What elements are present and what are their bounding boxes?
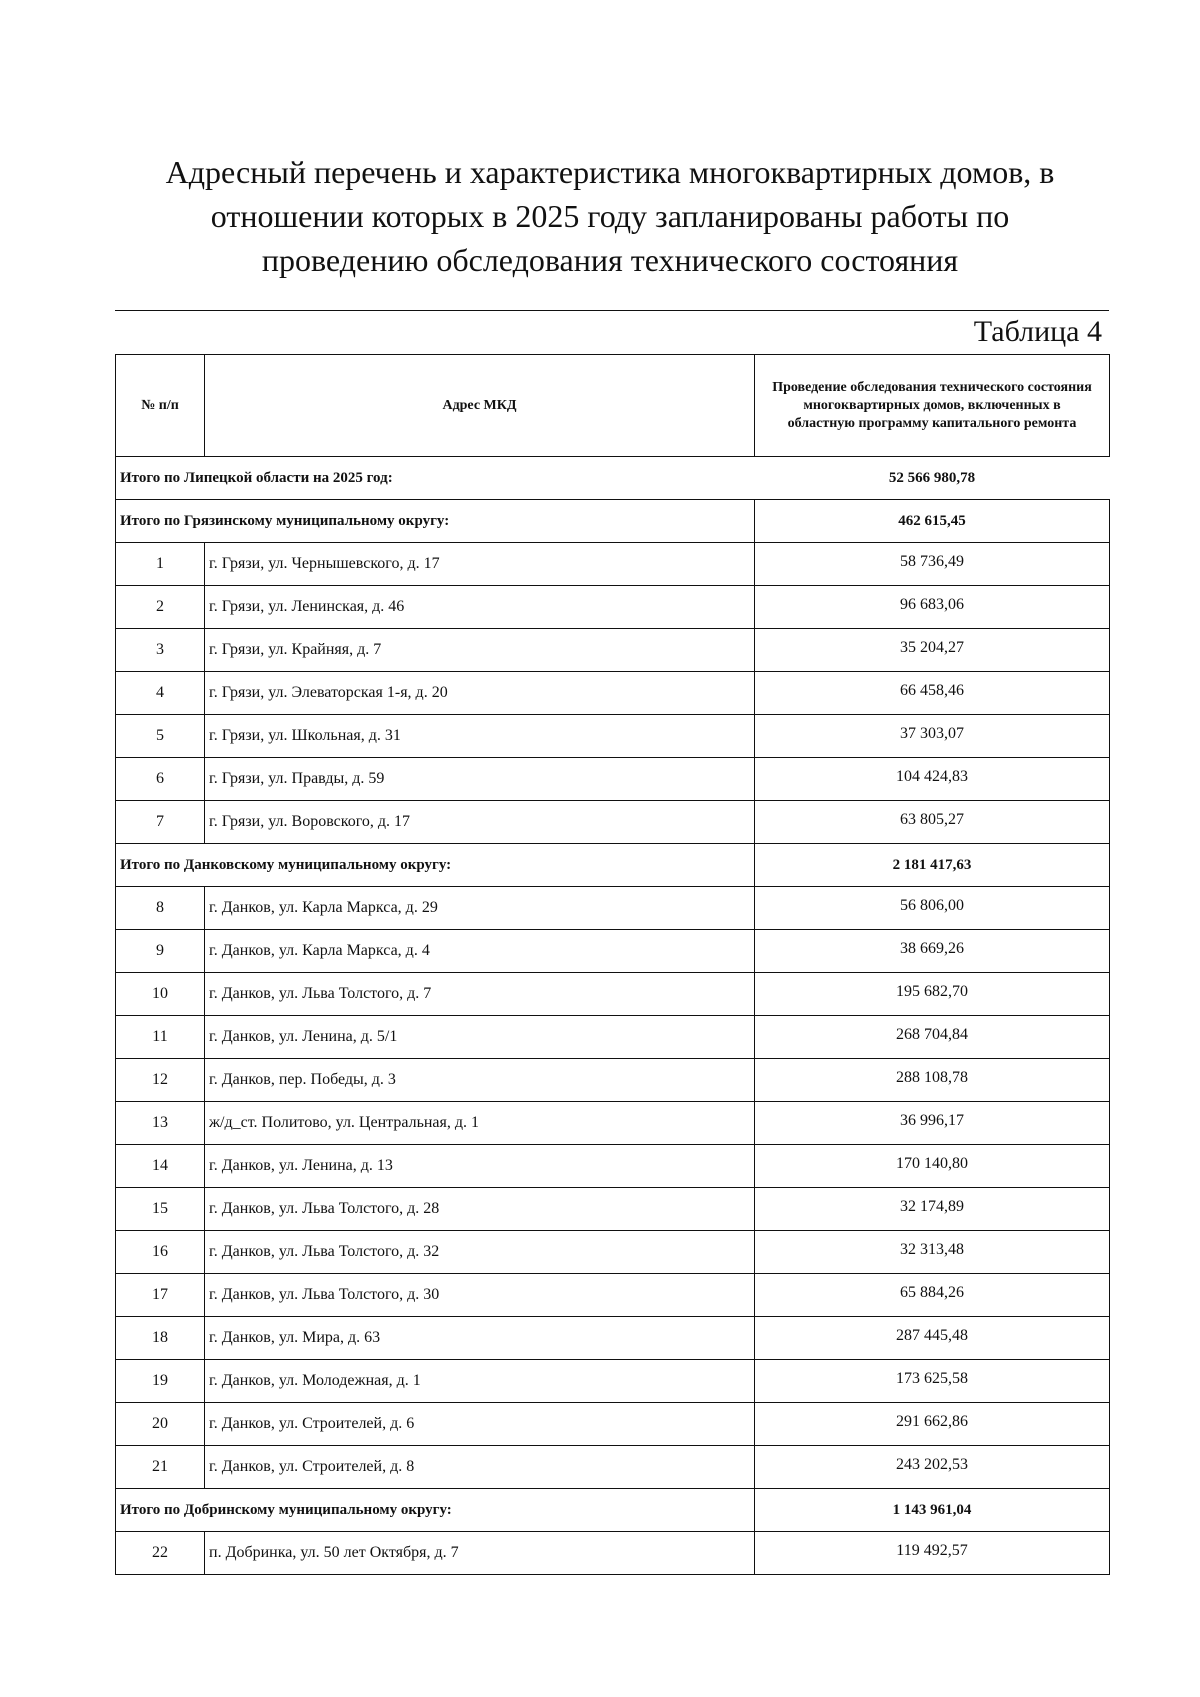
row-number: 10 [116,973,205,1016]
row-value: 268 704,84 [755,1016,1110,1059]
row-address: г. Данков, пер. Победы, д. 3 [205,1059,755,1102]
table-row [116,930,1110,973]
row-address: г. Грязи, ул. Правды, д. 59 [205,758,755,801]
total-value: 52 566 980,78 [755,457,1110,500]
row-number: 22 [116,1532,205,1575]
subtotal-value: 1 143 961,04 [755,1489,1110,1532]
table-row [116,887,1110,930]
row-value: 119 492,57 [755,1532,1110,1575]
table-header-row [116,355,1110,457]
row-value: 32 174,89 [755,1188,1110,1231]
row-value: 173 625,58 [755,1360,1110,1403]
row-value: 58 736,49 [755,543,1110,586]
row-number: 3 [116,629,205,672]
row-value: 37 303,07 [755,715,1110,758]
row-number: 20 [116,1403,205,1446]
row-number: 14 [116,1145,205,1188]
table-row [116,629,1110,672]
subtotal-row [116,844,1110,887]
row-address: г. Грязи, ул. Элеваторская 1-я, д. 20 [205,672,755,715]
row-value: 36 996,17 [755,1102,1110,1145]
row-number: 1 [116,543,205,586]
row-number: 9 [116,930,205,973]
row-number: 8 [116,887,205,930]
row-value: 38 669,26 [755,930,1110,973]
table-row [116,1446,1110,1489]
table-row [116,758,1110,801]
row-address: г. Данков, ул. Молодежная, д. 1 [205,1360,755,1403]
subtotal-row [116,500,1110,543]
row-address: г. Данков, ул. Ленина, д. 5/1 [205,1016,755,1059]
table-row [116,1102,1110,1145]
table-row [116,973,1110,1016]
row-value: 65 884,26 [755,1274,1110,1317]
row-number: 15 [116,1188,205,1231]
subtotal-label: Итого по Данковскому муниципальному округу: [116,844,755,887]
row-value: 32 313,48 [755,1231,1110,1274]
subtotal-value: 462 615,45 [755,500,1110,543]
row-address: г. Грязи, ул. Ленинская, д. 46 [205,586,755,629]
row-address: г. Данков, ул. Льва Толстого, д. 28 [205,1188,755,1231]
table-body [116,457,1110,1575]
row-value: 63 805,27 [755,801,1110,844]
row-address: п. Добринка, ул. 50 лет Октября, д. 7 [205,1532,755,1575]
title-line-2: отношении которых в 2025 году запланированы работы по [210,198,1010,234]
row-value: 35 204,27 [755,629,1110,672]
row-number: 7 [116,801,205,844]
document-title [100,150,1120,282]
total-row [116,457,1110,500]
title-divider [115,310,1109,311]
table-row [116,1231,1110,1274]
row-address: ж/д_ст. Политово, ул. Центральная, д. 1 [205,1102,755,1145]
table-row [116,801,1110,844]
row-value: 96 683,06 [755,586,1110,629]
table-row [116,1145,1110,1188]
table-row [116,715,1110,758]
row-address: г. Данков, ул. Льва Толстого, д. 32 [205,1231,755,1274]
subtotal-row [116,1489,1110,1532]
table-row [116,1360,1110,1403]
table-row [116,543,1110,586]
row-address: г. Данков, ул. Карла Маркса, д. 4 [205,930,755,973]
table-row [116,1016,1110,1059]
title-line-1: Адресный перечень и характеристика многоквартирных домов, в [165,154,1055,190]
table-row [116,1059,1110,1102]
row-address: г. Грязи, ул. Крайняя, д. 7 [205,629,755,672]
table-row [116,586,1110,629]
row-address: г. Данков, ул. Карла Маркса, д. 29 [205,887,755,930]
title-line-3: проведению обследования технического состояния [261,242,959,278]
row-number: 5 [116,715,205,758]
row-address: г. Данков, ул. Мира, д. 63 [205,1317,755,1360]
table-row [116,1317,1110,1360]
row-value: 56 806,00 [755,887,1110,930]
subtotal-value: 2 181 417,63 [755,844,1110,887]
row-value: 291 662,86 [755,1403,1110,1446]
header-value: Проведение обследования технического состояния многоквартирных домов, включенных в областную программу капитального ремонта [755,355,1110,457]
header-address: Адрес МКД [205,355,755,457]
row-number: 6 [116,758,205,801]
total-label: Итого по Липецкой области на 2025 год: [116,457,755,500]
row-number: 18 [116,1317,205,1360]
row-address: г. Данков, ул. Льва Толстого, д. 7 [205,973,755,1016]
row-number: 13 [116,1102,205,1145]
row-address: г. Грязи, ул. Школьная, д. 31 [205,715,755,758]
table-row [116,1188,1110,1231]
row-value: 170 140,80 [755,1145,1110,1188]
row-value: 243 202,53 [755,1446,1110,1489]
row-address: г. Грязи, ул. Чернышевского, д. 17 [205,543,755,586]
row-address: г. Данков, ул. Строителей, д. 6 [205,1403,755,1446]
row-address: г. Данков, ул. Строителей, д. 8 [205,1446,755,1489]
subtotal-label: Итого по Грязинскому муниципальному округу: [116,500,755,543]
row-value: 66 458,46 [755,672,1110,715]
table-label: Таблица 4 [973,315,1102,348]
row-number: 11 [116,1016,205,1059]
row-number: 16 [116,1231,205,1274]
row-value: 104 424,83 [755,758,1110,801]
row-number: 12 [116,1059,205,1102]
table-row [116,1532,1110,1575]
row-number: 19 [116,1360,205,1403]
row-value: 195 682,70 [755,973,1110,1016]
row-address: г. Данков, ул. Льва Толстого, д. 30 [205,1274,755,1317]
header-num: № п/п [116,355,205,457]
row-value: 288 108,78 [755,1059,1110,1102]
row-address: г. Грязи, ул. Воровского, д. 17 [205,801,755,844]
table-row [116,672,1110,715]
row-value: 287 445,48 [755,1317,1110,1360]
row-number: 4 [116,672,205,715]
row-address: г. Данков, ул. Ленина, д. 13 [205,1145,755,1188]
table-row [116,1403,1110,1446]
address-table [115,354,1110,1575]
table-row [116,1274,1110,1317]
row-number: 21 [116,1446,205,1489]
row-number: 2 [116,586,205,629]
row-number: 17 [116,1274,205,1317]
subtotal-label: Итого по Добринскому муниципальному округу: [116,1489,755,1532]
